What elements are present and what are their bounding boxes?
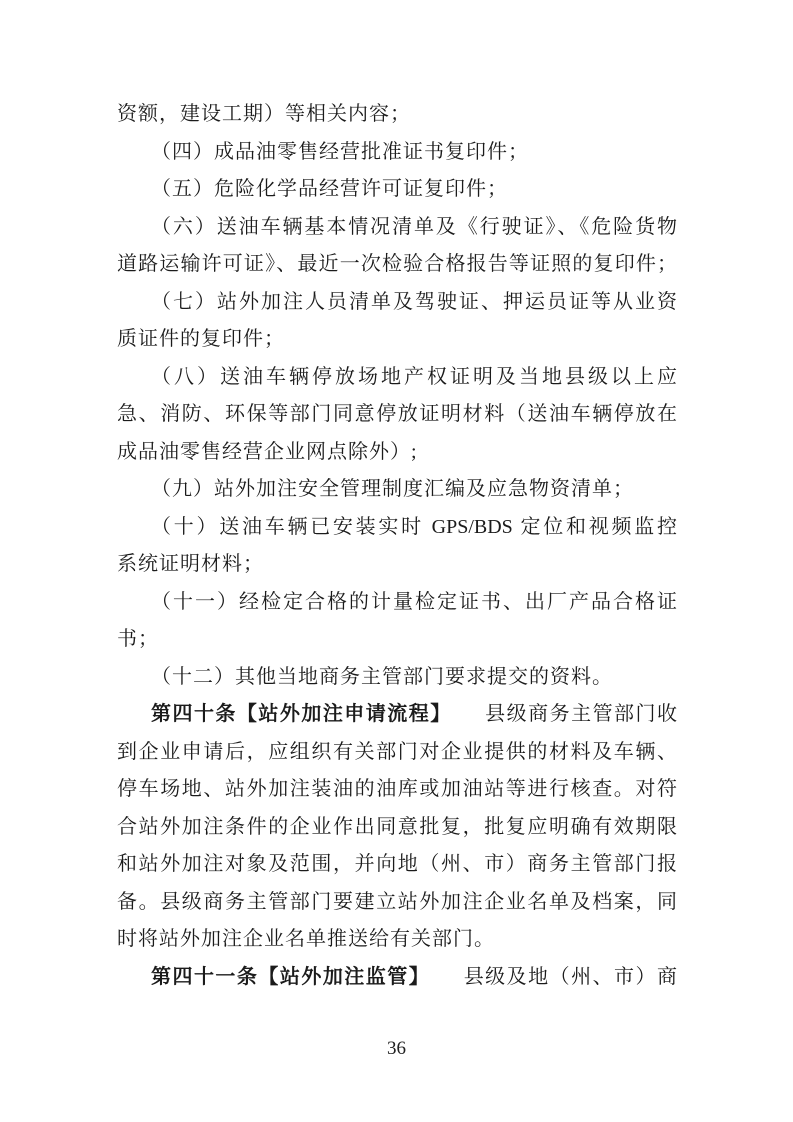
line-text: 到企业申请后，应组织有关部门对企业提供的材料及车辆、 xyxy=(117,740,677,763)
text-line xyxy=(117,621,677,659)
text-line xyxy=(117,471,677,509)
line-text: 道路运输许可证》、最近一次检验合格报告等证照的复印件； xyxy=(117,253,677,275)
article-heading: 第四十条【站外加注申请流程】 xyxy=(151,703,452,725)
line-text: 县级及地（州、市）商 xyxy=(462,965,678,988)
text-line xyxy=(117,434,677,472)
text-line xyxy=(117,96,677,134)
line-text: 合站外加注条件的企业作出同意批复，批复应明确有效期限 xyxy=(117,815,677,838)
line-text: 质证件的复印件； xyxy=(117,328,285,350)
text-line xyxy=(117,359,677,397)
line-text: （六）送油车辆基本情况清单及《行驶证》、《危险货物 xyxy=(151,215,677,238)
article-heading: 第四十一条【站外加注监管】 xyxy=(151,965,431,988)
line-text: 和站外加注对象及范围，并向地（州、市）商务主管部门报 xyxy=(117,853,677,875)
line-text: 县级商务主管部门收 xyxy=(483,703,678,725)
line-text: （四）成品油零售经营批准证书复印件； xyxy=(151,140,529,163)
text-line xyxy=(117,659,677,697)
text-line xyxy=(117,396,677,434)
text-line xyxy=(117,209,677,247)
text-line xyxy=(117,884,677,922)
text-line xyxy=(117,509,677,547)
text-line xyxy=(117,921,677,959)
line-text: 停车场地、站外加注装油的油库或加油站等进行核查。对符 xyxy=(117,778,677,800)
text-line xyxy=(117,734,677,772)
line-text: 书； xyxy=(117,628,159,650)
text-line xyxy=(117,809,677,847)
line-text: 系统证明材料； xyxy=(117,553,264,575)
text-line xyxy=(117,771,677,809)
line-text: （九）站外加注安全管理制度汇编及应急物资清单； xyxy=(151,478,634,500)
line-text: 时将站外加注企业名单推送给有关部门。 xyxy=(117,928,495,950)
text-line xyxy=(117,284,677,322)
text-block xyxy=(117,96,677,996)
line-text: （十一）经检定合格的计量检定证书、出厂产品合格证 xyxy=(151,590,677,613)
line-text: （七）站外加注人员清单及驾驶证、押运员证等从业资 xyxy=(151,290,677,313)
line-text: 成品油零售经营企业网点除外）; xyxy=(117,440,418,463)
text-line xyxy=(117,246,677,284)
line-text: 资额，建设工期）等相关内容； xyxy=(117,103,411,125)
article-line xyxy=(117,696,677,734)
text-line xyxy=(117,584,677,622)
article-line xyxy=(117,959,677,997)
line-text: （五）危险化学品经营许可证复印件； xyxy=(151,178,508,200)
line-text: 急、消防、环保等部门同意停放证明材料（送油车辆停放在 xyxy=(117,403,677,425)
text-line xyxy=(117,171,677,209)
line-text: （十二）其他当地商务主管部门要求提交的资料。 xyxy=(151,665,613,688)
line-text: 备。县级商务主管部门要建立站外加注企业名单及档案，同 xyxy=(117,890,677,913)
text-line xyxy=(117,546,677,584)
text-line xyxy=(117,321,677,359)
text-line xyxy=(117,846,677,884)
line-text: （十）送油车辆已安装实时 GPS/BDS 定位和视频监控 xyxy=(151,515,677,538)
line-text: （八）送油车辆停放场地产权证明及当地县级以上应 xyxy=(151,365,677,388)
page-number: 36 xyxy=(387,1038,406,1059)
text-line xyxy=(117,134,677,172)
